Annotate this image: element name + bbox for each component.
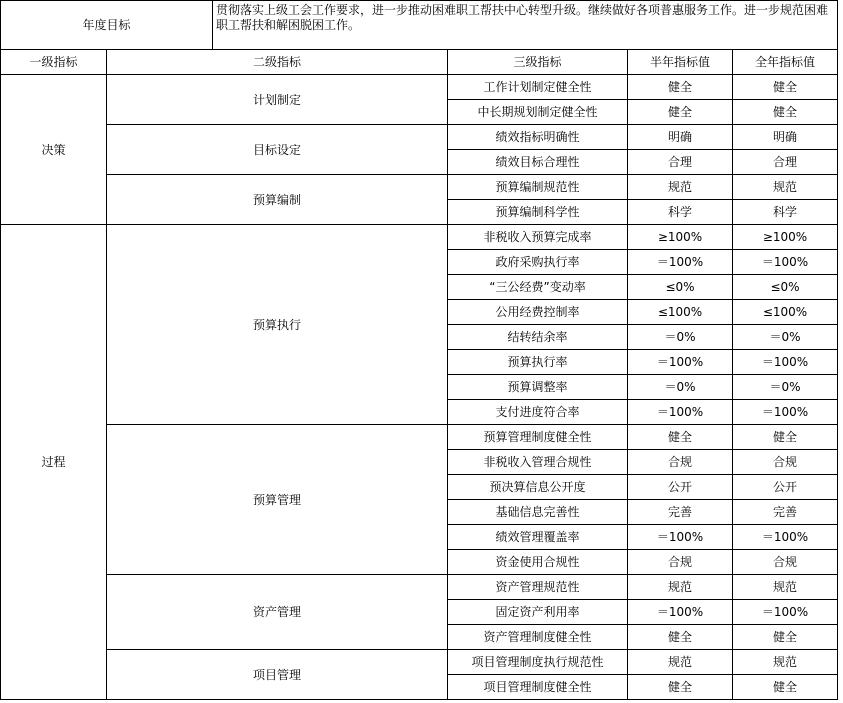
level3-cell: 政府采购执行率 xyxy=(448,250,628,275)
full-year-value: ＝100% xyxy=(733,525,838,550)
table-row xyxy=(1,575,838,600)
half-year-value: ＝100% xyxy=(628,250,733,275)
half-year-value: ＝100% xyxy=(628,600,733,625)
level3-cell: 绩效指标明确性 xyxy=(448,125,628,150)
full-year-value: ＝100% xyxy=(733,250,838,275)
half-year-value: ＝100% xyxy=(628,350,733,375)
level3-cell: 预算编制科学性 xyxy=(448,200,628,225)
level3-cell: 公用经费控制率 xyxy=(448,300,628,325)
level2-cell: 资产管理 xyxy=(107,575,448,650)
full-year-value: 健全 xyxy=(733,425,838,450)
table-row xyxy=(1,175,838,200)
level3-cell: 预算执行率 xyxy=(448,350,628,375)
half-year-value: ＝0% xyxy=(628,325,733,350)
level2-cell: 目标设定 xyxy=(107,125,448,175)
level3-cell: “三公经费”变动率 xyxy=(448,275,628,300)
table-row xyxy=(1,425,838,450)
level2-cell: 预算执行 xyxy=(107,225,448,425)
full-year-value: ＝100% xyxy=(733,400,838,425)
half-year-value: 规范 xyxy=(628,650,733,675)
level3-cell: 基础信息完善性 xyxy=(448,500,628,525)
header-level2: 二级指标 xyxy=(107,50,448,75)
annual-goal-text: 贯彻落实上级工会工作要求，进一步推动困难职工帮扶中心转型升级。继续做好各项普惠服务工作。进一步规范困难职工帮扶和解困脱困工作。 xyxy=(213,1,838,50)
level2-cell: 计划制定 xyxy=(107,75,448,125)
half-year-value: 规范 xyxy=(628,575,733,600)
full-year-value: ≤0% xyxy=(733,275,838,300)
half-year-value: 科学 xyxy=(628,200,733,225)
half-year-value: 规范 xyxy=(628,175,733,200)
level3-cell: 中长期规划制定健全性 xyxy=(448,100,628,125)
half-year-value: ≤0% xyxy=(628,275,733,300)
full-year-value: ≤100% xyxy=(733,300,838,325)
level2-cell: 预算编制 xyxy=(107,175,448,225)
annual-goal-label: 年度目标 xyxy=(1,1,213,50)
table-row xyxy=(1,650,838,675)
full-year-value: 健全 xyxy=(733,100,838,125)
half-year-value: ＝0% xyxy=(628,375,733,400)
level3-cell: 项目管理制度执行规范性 xyxy=(448,650,628,675)
half-year-value: 明确 xyxy=(628,125,733,150)
full-year-value: 规范 xyxy=(733,175,838,200)
full-year-value: ＝100% xyxy=(733,350,838,375)
level3-cell: 非税收入预算完成率 xyxy=(448,225,628,250)
full-year-value: ≥100% xyxy=(733,225,838,250)
half-year-value: 健全 xyxy=(628,675,733,700)
level3-cell: 资产管理规范性 xyxy=(448,575,628,600)
half-year-value: ≥100% xyxy=(628,225,733,250)
table-row xyxy=(1,75,838,100)
full-year-value: 科学 xyxy=(733,200,838,225)
level3-cell: 项目管理制度健全性 xyxy=(448,675,628,700)
header-level3: 三级指标 xyxy=(448,50,628,75)
level3-cell: 资金使用合规性 xyxy=(448,550,628,575)
level1-cell: 决策 xyxy=(1,75,107,225)
full-year-value: 健全 xyxy=(733,75,838,100)
level3-cell: 非税收入管理合规性 xyxy=(448,450,628,475)
half-year-value: ＝100% xyxy=(628,400,733,425)
full-year-value: 规范 xyxy=(733,575,838,600)
header-full-year: 全年指标值 xyxy=(733,50,838,75)
half-year-value: 合规 xyxy=(628,450,733,475)
half-year-value: ≤100% xyxy=(628,300,733,325)
table-row xyxy=(1,225,838,250)
level3-cell: 预算管理制度健全性 xyxy=(448,425,628,450)
half-year-value: ＝100% xyxy=(628,525,733,550)
half-year-value: 完善 xyxy=(628,500,733,525)
full-year-value: 合规 xyxy=(733,550,838,575)
full-year-value: ＝0% xyxy=(733,325,838,350)
level3-cell: 固定资产利用率 xyxy=(448,600,628,625)
level3-cell: 结转结余率 xyxy=(448,325,628,350)
level3-cell: 支付进度符合率 xyxy=(448,400,628,425)
level3-cell: 预决算信息公开度 xyxy=(448,475,628,500)
level3-cell: 工作计划制定健全性 xyxy=(448,75,628,100)
half-year-value: 合理 xyxy=(628,150,733,175)
full-year-value: 明确 xyxy=(733,125,838,150)
full-year-value: 规范 xyxy=(733,650,838,675)
level3-cell: 绩效目标合理性 xyxy=(448,150,628,175)
half-year-value: 公开 xyxy=(628,475,733,500)
level2-cell: 预算管理 xyxy=(107,425,448,575)
half-year-value: 健全 xyxy=(628,625,733,650)
full-year-value: ＝100% xyxy=(733,600,838,625)
half-year-value: 健全 xyxy=(628,75,733,100)
half-year-value: 健全 xyxy=(628,425,733,450)
half-year-value: 健全 xyxy=(628,100,733,125)
full-year-value: 合理 xyxy=(733,150,838,175)
level3-cell: 绩效管理覆盖率 xyxy=(448,525,628,550)
level3-cell: 资产管理制度健全性 xyxy=(448,625,628,650)
full-year-value: 合规 xyxy=(733,450,838,475)
full-year-value: 健全 xyxy=(733,675,838,700)
table-row xyxy=(1,125,838,150)
level3-cell: 预算编制规范性 xyxy=(448,175,628,200)
header-level1: 一级指标 xyxy=(1,50,107,75)
header-half-year: 半年指标值 xyxy=(628,50,733,75)
full-year-value: 完善 xyxy=(733,500,838,525)
full-year-value: 公开 xyxy=(733,475,838,500)
full-year-value: ＝0% xyxy=(733,375,838,400)
half-year-value: 合规 xyxy=(628,550,733,575)
full-year-value: 健全 xyxy=(733,625,838,650)
level2-cell: 项目管理 xyxy=(107,650,448,700)
level1-cell: 过程 xyxy=(1,225,107,700)
level3-cell: 预算调整率 xyxy=(448,375,628,400)
